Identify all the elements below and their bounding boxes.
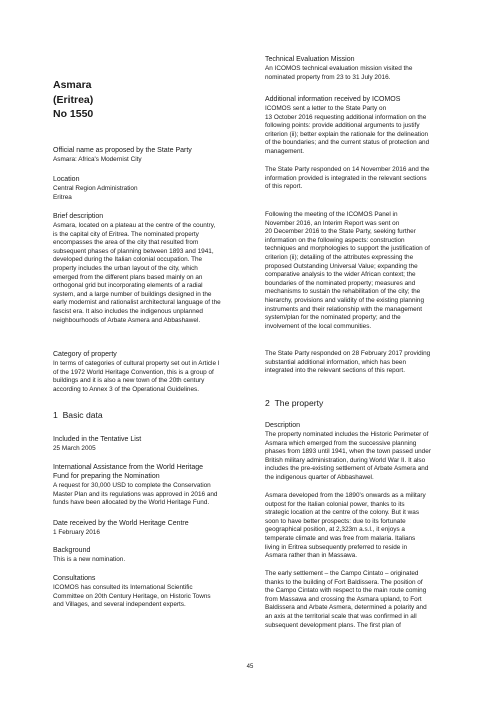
description-paragraph-2: Asmara developed from the 1890's onwards as a military outpost for the Italian colonial power, thanks to its strategic location at the centre of the colony. But it was soon to have better prospects: due to its fortunate geographical position, at 2,323m a.s.l., it enjoys a temperate climate and was free from malaria. Italians living in Eritrea subsequently preferred to reside in Asmara rather than in Massawa.: [265, 492, 426, 560]
interim-report-text: Following the meeting of the ICOMOS Panel in November 2016, an Interim Report was sent on 20 December 2016 to the State Party, seeking further information on the following aspects: construction techniques and morphologies to support the justification of criterion (ii); detailing of the attributes expressing the proposed Outstanding Universal Value; expanding the comparative analysis to the wider African context; the boundaries of the nominated property; measures and mechanisms to sustain the rehabilitation of the city; the hierarchy, provisions and validity of the existing planning instruments and their relationship with the management system/plan for the nominated property; and the involvement of the local communities.: [265, 211, 430, 330]
section-property-heading: [265, 398, 323, 408]
description-paragraph-3: The early settlement – the Campo Cintato – originated thanks to the building of Fort Baldissera. The position of the Campo Cintato with respect to the main route coming from Massawa and crossing the Asmara upland, to Fort Baldissera and Arbate Asmera, determined a polarity and an axis at the territorial scale that was confirmed in all subsequent development plans. The first plan of: [265, 570, 427, 629]
section-basic-data-heading: [53, 410, 103, 420]
state-party-response-1: The State Party responded on 14 November 2016 and the information provided is integrated in the relevant sections of this report.: [265, 166, 430, 191]
consultations-text: ICOMOS has consulted its International Scientific Committee on 20th Century Heritage, on Historic Towns and Villages, and several independent experts.: [53, 584, 211, 609]
tentative-list-heading: Included in the Tentative List: [53, 436, 142, 443]
mission-text: An ICOMOS technical evaluation mission visited the nominated property from 23 to 31 July 2016.: [265, 65, 413, 81]
official-name-heading: Official name as proposed by the State Party: [53, 147, 192, 154]
description-paragraph-1: The property nominated includes the Historic Perimeter of Asmara which emerged from the successive planning phases from 1893 until 1941, when the town passed under British military administration, during World War II. It also includes the pre-existing settlement of Arbate Asmera and the indigenous quarter of Abbashawel.: [265, 431, 431, 481]
background-heading: Background: [53, 547, 91, 554]
consultations-heading: Consultations: [53, 575, 96, 582]
additional-info-text: ICOMOS sent a letter to the State Party on 13 October 2016 requesting additional information on the following points: provide additional arguments to justify criterion (ii); better explain the rationale for the delineation of the boundaries; and the current status of protection and management.: [265, 105, 430, 155]
title-line: Asmara: [53, 79, 92, 91]
location-heading: Location: [53, 176, 80, 183]
section-number: 1: [53, 410, 58, 420]
category-text: In terms of categories of cultural property set out in Article I of the 1972 World Heritage Convention, this is a group of buildings and it is also a new town of the 20th century according to Annex 3 of the Operational Guidelines.: [53, 360, 220, 393]
mission-heading: Technical Evaluation Mission: [265, 56, 355, 63]
background-text: This is a new nomination.: [53, 556, 126, 563]
description-heading: Description: [265, 422, 301, 429]
section-number: 2: [265, 398, 270, 408]
location-text: Central Region Administration Eritrea: [53, 185, 138, 201]
state-party-response-2: The State Party responded on 28 February 2017 providing substantial additional information, which has been integrated into the relevant sections of this report.: [265, 350, 431, 375]
category-heading: Category of property: [53, 351, 117, 358]
additional-info-heading: Additional information received by ICOMOS: [265, 96, 401, 103]
brief-description-text: Asmara, located on a plateau at the centre of the country, is the capital city of Eritrea. The nominated property encompasses the area of the city that resulted from subsequent phases of planning between 1893 and 1941, developed during the Italian colonial occupation. The property includes the urban layout of the city, which emerged from the different plans based mainly on an orthogonal grid but incorporating elements of a radial system, and a large number of buildings designed in the early modernist and rationalist architectural language of the fascist era. It also includes the indigenous unplanned neighbourhoods of Arbate Asmera and Abbashawel.: [53, 222, 221, 324]
assistance-heading: International Assistance from the World Heritage Fund for preparing the Nomination: [53, 464, 204, 480]
section-title: The property: [274, 398, 324, 408]
assistance-text: A request for 30,000 USD to complete the Conservation Master Plan and its regulations was approved in 2016 and funds have been allocated by the World Heritage Fund.: [53, 482, 218, 507]
date-received-value: 1 February 2016: [53, 529, 100, 536]
title-line: (Eritrea): [53, 93, 94, 106]
page-number: 45: [246, 664, 254, 670]
tentative-list-date: 25 March 2005: [53, 445, 96, 452]
title-line: No 1550: [53, 108, 94, 120]
official-name-value: Asmara: Africa's Modernist City: [53, 156, 142, 163]
section-title: Basic data: [62, 410, 103, 420]
brief-description-heading: Brief description: [53, 213, 104, 220]
date-received-heading: Date received by the World Heritage Centre: [53, 520, 189, 527]
document-title: [53, 78, 93, 122]
